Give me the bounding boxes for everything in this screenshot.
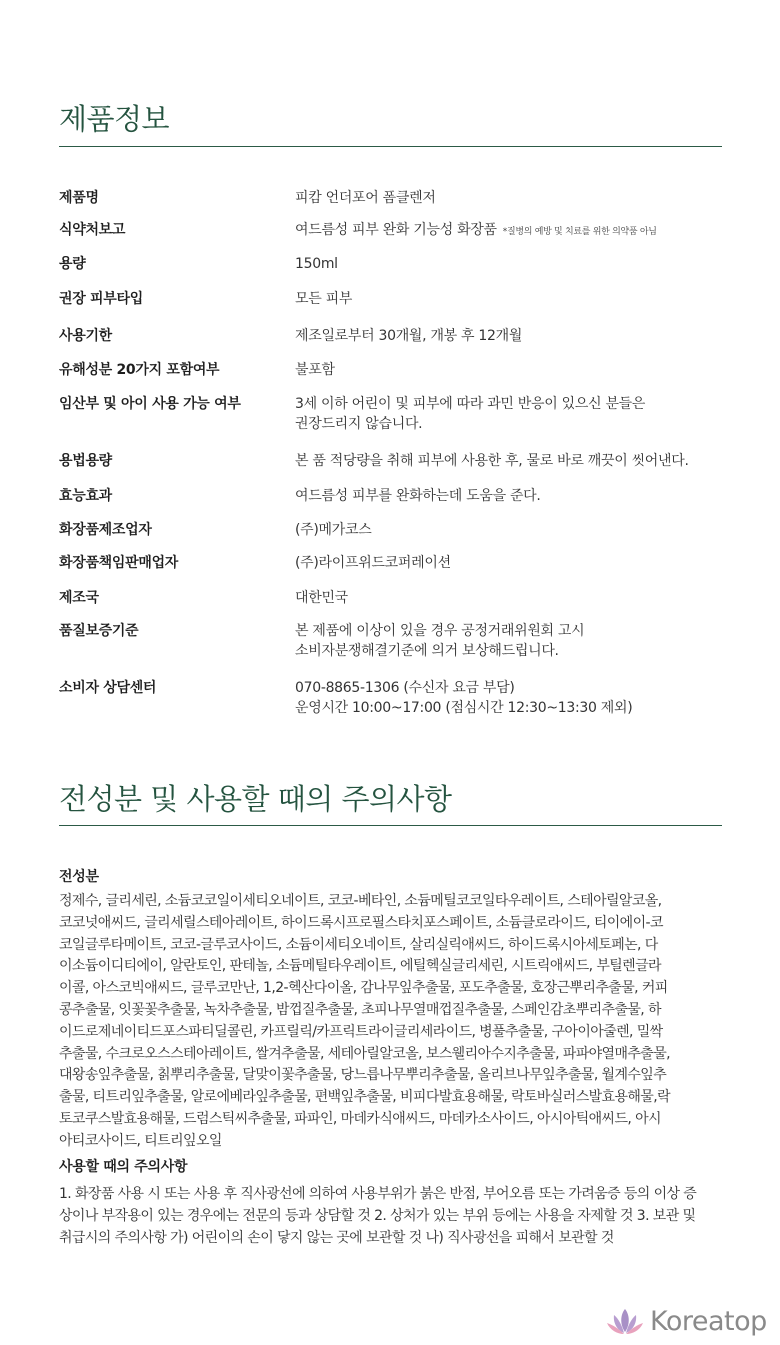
brand-name: Koreatop [650,1305,767,1337]
ingredients-line: 코코넛애씨드, 글리세릴스테아레이트, 하이드록시프로필스타치포스페이트, 소듐클로라이드, 티이에이-코 [59,914,663,931]
info-value-line: (주)메가코스 [295,522,372,538]
info-value [295,188,735,208]
ingredients-section-title: 전성분 및 사용할 때의 주의사항 [59,782,452,816]
info-value [295,289,735,309]
precautions-text [59,1184,723,1249]
info-value-line: 운영시간 10:00~17:00 (점심시간 12:30~13:30 제외) [295,700,633,716]
info-value [295,486,735,506]
info-value-line: 150ml [295,256,338,272]
precautions-line: 1. 화장품 사용 시 또는 사용 후 직사광선에 의하여 사용부위가 붉은 반점, 부어오름 또는 가려움증 등의 이상 증 [59,1186,697,1202]
precautions-line: 취급시의 주의사항 가) 어린이의 손이 닿지 않는 곳에 보관할 것 나) 직사광선을 피해서 보관할 것 [59,1229,614,1246]
info-value-line: 권장드리지 않습니다. [295,416,423,432]
ingredients-line: 출물, 티트리잎추출물, 알로에베라잎추출물, 편백잎추출물, 비피다발효용해물, 락토바실러스발효용해물,락 [59,1089,671,1106]
info-value-line: 소비자분쟁해결기준에 의거 보상해드립니다. [295,643,559,659]
info-label: 임산부 및 아이 사용 가능 여부 [59,396,241,412]
info-value [295,451,735,471]
info-value [295,588,735,608]
info-value [295,520,735,540]
info-value [295,220,735,242]
ingredients-heading: 전성분 [59,869,99,885]
info-label: 사용기한 [59,328,112,344]
info-label: 화장품제조업자 [59,522,152,538]
info-label: 소비자 상담센터 [59,680,157,696]
info-label: 권장 피부타입 [59,291,143,307]
lotus-icon [606,1305,644,1337]
info-label: 품질보증기준 [59,623,139,639]
info-value-line: (주)라이프위드코퍼레이션 [295,555,451,571]
ingredients-line: 아티코사이드, 티트리잎오일 [59,1132,222,1149]
ingredients-section-divider [59,825,722,826]
info-value-line: 제조일로부터 30개월, 개봉 후 12개월 [295,328,523,344]
info-label: 효능효과 [59,488,112,504]
info-label: 제품명 [59,190,99,206]
ingredients-line: 추출물, 수크로오스스테아레이트, 쌀겨추출물, 세테아릴알코올, 보스웰리아수지추출물, 파파야열매추출물, [59,1045,671,1062]
info-value-line: 대한민국 [295,590,348,606]
info-value [295,326,735,346]
info-label: 제조국 [59,590,99,606]
info-value [295,394,735,434]
info-value-line: 070-8865-1306 (수신자 요금 부담) [295,680,515,696]
info-value-line: 본 품 적당량을 취해 피부에 사용한 후, 물로 바로 깨끗이 씻어낸다. [295,453,689,469]
info-label: 화장품책임판매업자 [59,555,179,571]
precautions-line: 상이나 부작용이 있는 경우에는 전문의 등과 상담할 것 2. 상처가 있는 부위 등에는 사용을 자제할 것 3. 보관 및 [59,1207,696,1224]
info-value-line [295,220,735,242]
info-value-line: 피캄 언더포어 폼클렌저 [295,190,436,206]
ingredients-line: 이드로제네이티드포스파티딜콜린, 카프릴릭/카프릭트라이글리세라이드, 병풀추출물, 구아이아줄렌, 밀싹 [59,1023,663,1040]
info-value [295,553,735,573]
ingredients-line: 콩추출물, 잇꽃꽃추출물, 녹차추출물, 밤껍질추출물, 초피나무열매껍질추출물, 스페인감초뿌리추출물, 하 [59,1001,661,1018]
info-value [295,254,735,274]
info-value-line: 모든 피부 [295,291,353,307]
info-label: 용법용량 [59,453,112,469]
ingredients-line: 토코쿠스발효용해물, 드럼스틱씨추출물, 파파인, 마데카식애씨드, 마데카소사이드, 아시아틱애씨드, 아시 [59,1110,661,1127]
ingredients-line: 대왕송잎추출물, 칡뿌리추출물, 달맞이꽃추출물, 당느릅나무뿌리추출물, 올리브나무잎추출물, 월계수잎추 [59,1067,667,1084]
ingredients-line: 이소듐이디티에이, 알란토인, 판테놀, 소듐메틸타우레이트, 에틸헥실글리세린, 시트릭애씨드, 부틸렌글라 [59,958,661,975]
product-info-title: 제품정보 [59,102,170,136]
info-value-line: 3세 이하 어린이 및 피부에 따라 과민 반응이 있으신 분들은 [295,396,646,412]
koreatop-logo [606,1303,767,1339]
info-label: 식약처보고 [59,222,126,238]
precautions-heading: 사용할 때의 주의사항 [59,1159,188,1175]
info-value-text: 여드름성 피부 완화 기능성 화장품 [295,222,497,238]
ingredients-line: 이콜, 아스코빅애씨드, 글루코만난, 1,2-헥산다이올, 감나무잎추출물, 포도추출물, 호장근뿌리추출물, 커피 [59,980,668,997]
info-value [295,360,735,380]
info-label: 유해성분 20가지 포함여부 [59,362,220,378]
info-value-line: 불포함 [295,362,335,378]
disclaimer-note: *질병의 예방 및 치료를 위한 의약품 아님 [502,227,657,237]
info-value-line: 여드름성 피부를 완화하는데 도움을 준다. [295,488,541,504]
ingredients-line: 코일글루타메이트, 코코-글루코사이드, 소듐이세티오네이트, 살리실릭애씨드, 하이드록시아세토페논, 다 [59,936,658,953]
ingredients-line: 정제수, 글리세린, 소듐코코일이세티오네이트, 코코-베타인, 소듐메틸코코일타우레이트, 스테아릴알코올, [59,893,662,909]
info-value [295,621,735,661]
info-value-line: 본 제품에 이상이 있을 경우 공정거래위원회 고시 [295,623,585,639]
product-info-divider [59,146,722,147]
ingredients-list [59,891,723,1153]
info-value [295,678,735,718]
info-label: 용량 [59,256,86,272]
